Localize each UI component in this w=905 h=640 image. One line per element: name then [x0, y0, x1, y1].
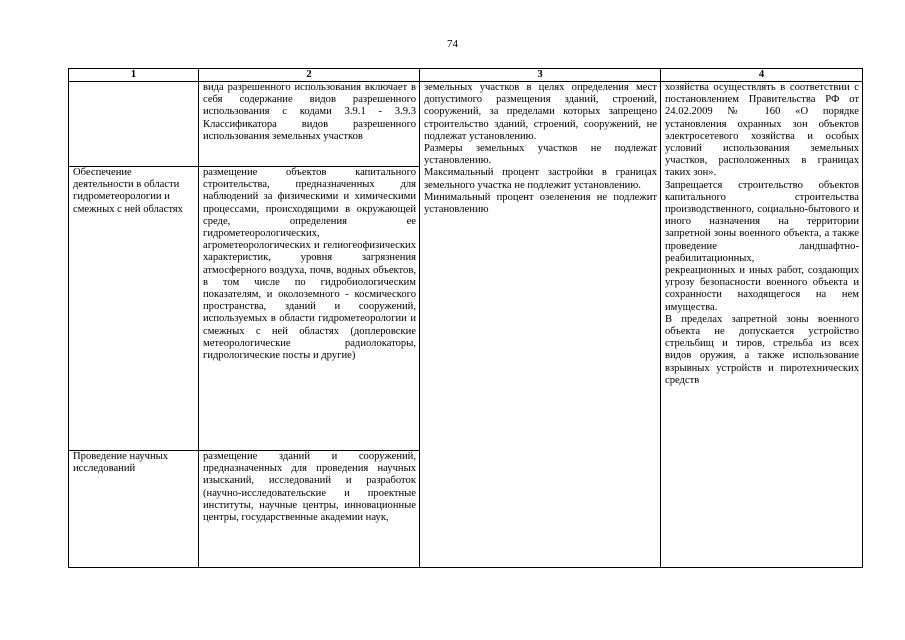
parameters-paragraph: Минимальный процент озеленения не подлежит установлению [424, 191, 657, 216]
restrictions-paragraph: рекреационных и иных работ, создающих угрозу безопасности военного объекта и сохранности находящегося на нем имущества. [665, 265, 859, 313]
table-row [69, 82, 863, 167]
restrictions-paragraph: Запрещается строительство объектов капитального строительства производственного, социально-бытового и иного назначения на территории запретной зоны военного объекта, а также проведение ландшафтно-реабилитационных, [665, 179, 859, 264]
parameters-paragraph: земельных участков в целях определения мест допустимого размещения зданий, строений, сооружений, за пределами которых запрещено строительство зданий, строений, сооружений, не подлежат установлению. [424, 82, 657, 142]
row-description: размещение объектов капитального строительства, предназначенных для наблюдений за физическими и химическими процессами, происходящими в окружающей среде, определения ее гидрометеорологических, агрометеорологических и гелиогеофизических характеристик, уровня загрязнения атмосферного воздуха, почв, водных объектов, в том числе по гидробиологическим показателям, и околоземного - космического пространства, зданий и сооружений, используемых в области гидрометеорологии и смежных с ней областях (доплеровские метеорологические радиолокаторы, гидрологические посты и другие) [199, 167, 420, 451]
regulations-table [68, 68, 863, 568]
row-description: размещение зданий и сооружений, предназначенных для проведения научных изысканий, исследований и разработок (научно-исследовательские и проектные институты, научные центры, инновационные центры, государственные академии наук, [199, 451, 420, 568]
header-col-1: 1 [69, 69, 199, 82]
row-name: Проведение научных исследований [69, 451, 199, 568]
page-number: 74 [447, 38, 458, 50]
parameters-cell [420, 82, 661, 568]
header-col-2: 2 [199, 69, 420, 82]
parameters-paragraph: Размеры земельных участков не подлежат установлению. [424, 143, 657, 167]
restrictions-paragraph: хозяйства осуществлять в соответствии с постановлением Правительства РФ от 24.02.2009 № 160 «О порядке установления охранных зон объектов электросетевого хозяйства и особых условий использования земельных участков, расположенных в границах таких зон». [665, 82, 859, 179]
header-col-3: 3 [420, 69, 661, 82]
row-name [69, 82, 199, 167]
restrictions-cell [661, 82, 863, 568]
table-header-row [69, 69, 863, 82]
parameters-paragraph: Максимальный процент застройки в границах земельного участка не подлежит установлению. [424, 167, 657, 191]
row-description: вида разрешенного использования включает в себя содержание видов разрешенного использования с кодами 3.9.1 - 3.9.3 Классификатора видов разрешенного использования земельных участков [199, 82, 420, 167]
header-col-4: 4 [661, 69, 863, 82]
restrictions-paragraph: В пределах запретной зоны военного объекта не допускается устройство стрельбищ и тиров, стрельба из всех видов оружия, а также использование взрывных устройств и пиротехнических средств [665, 313, 859, 386]
row-name: Обеспечение деятельности в области гидрометеорологии и смежных с ней областях [69, 167, 199, 451]
